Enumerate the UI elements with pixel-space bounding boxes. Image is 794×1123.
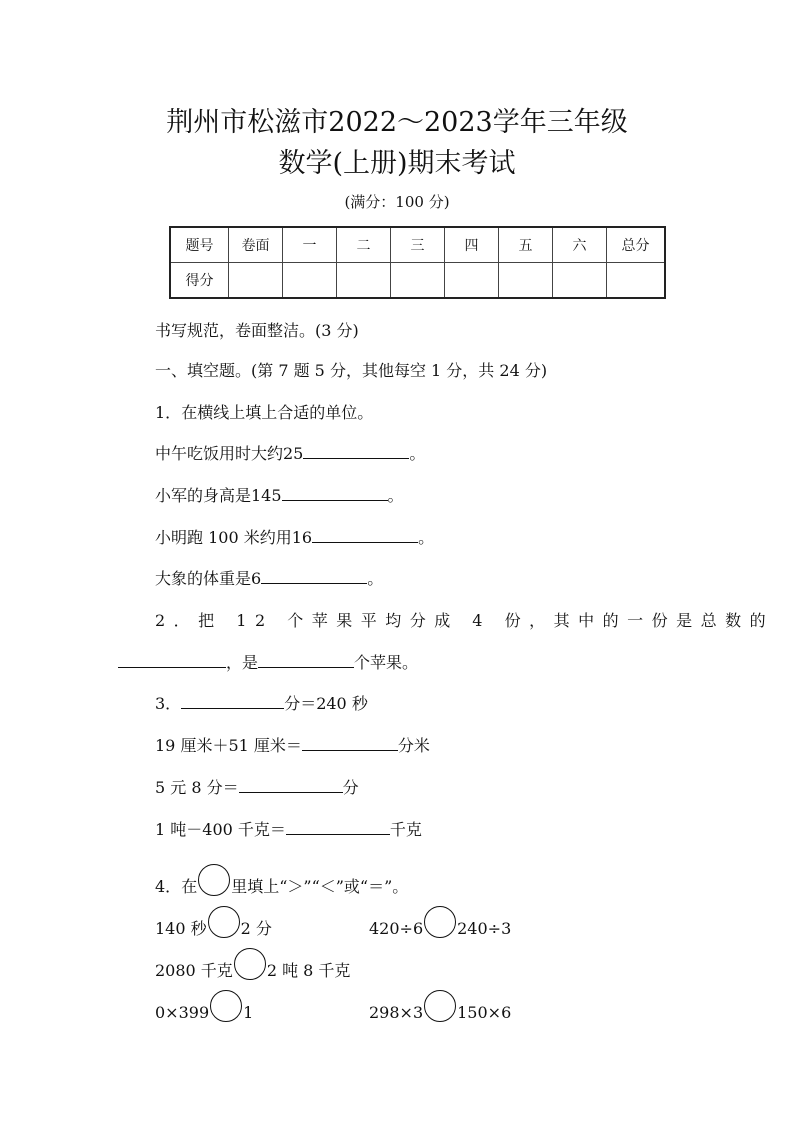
score-input-cell[interactable]: [391, 263, 445, 299]
score-input-cell[interactable]: [337, 263, 391, 299]
table-cell: 一: [283, 227, 337, 263]
item-text: 1 吨－400 千克＝: [155, 820, 286, 839]
q1-item: [155, 566, 383, 589]
score-input-cell[interactable]: [445, 263, 499, 299]
full-score-note: (满分：100 分): [344, 193, 450, 211]
item-text: 19 厘米＋51 厘米＝: [155, 736, 302, 755]
item-text: 。: [367, 569, 384, 588]
compare-circle-icon: [198, 864, 230, 896]
score-table-header-row: [170, 227, 665, 263]
item-text: 240÷3: [457, 919, 512, 938]
answer-blank[interactable]: [118, 651, 226, 668]
score-input-cell[interactable]: [499, 263, 553, 299]
answer-blank[interactable]: [181, 692, 284, 709]
answer-blank[interactable]: [261, 567, 367, 584]
score-table-score-row: [170, 263, 665, 299]
item-text: 在: [181, 877, 198, 896]
item-text: 千克: [389, 820, 422, 839]
item-text: 里填上“＞”“＜”或“＝”。: [231, 877, 409, 896]
answer-blank[interactable]: [302, 734, 398, 751]
question-number: 3．: [155, 694, 182, 713]
q3-item: [155, 775, 359, 798]
item-text: 分＝240 秒: [284, 694, 368, 713]
item-text: 5 元 8 分＝: [155, 778, 239, 797]
item-text: 。: [409, 444, 426, 463]
compare-circle[interactable]: [234, 948, 266, 980]
item-text: 2 分: [240, 919, 272, 938]
item-text: 分: [342, 778, 359, 797]
score-input-cell[interactable]: [607, 263, 666, 299]
item-text: 0×399: [155, 1003, 210, 1022]
answer-blank[interactable]: [286, 818, 390, 835]
q3-item: [155, 817, 422, 840]
answer-blank[interactable]: [258, 651, 354, 668]
table-cell: 题号: [170, 227, 229, 263]
table-cell: 三: [391, 227, 445, 263]
question-2-line1: 2．把 12 个苹果平均分成 4 份，其中的一份是总数的: [155, 611, 775, 630]
score-input-cell[interactable]: [229, 263, 283, 299]
item-text: 中午吃饭用时大约25: [155, 444, 304, 463]
q4-item: [155, 948, 350, 981]
q4-item: [155, 990, 253, 1022]
neatness-note: 书写规范，卷面整洁。(3 分): [155, 321, 359, 340]
q1-item: [155, 525, 434, 548]
table-cell: 二: [337, 227, 391, 263]
question-3: [155, 691, 368, 714]
item-text: 140 秒: [155, 919, 207, 938]
item-text: 420÷6: [369, 919, 424, 938]
item-text: 。: [418, 528, 435, 547]
question-number: 1．: [155, 403, 182, 422]
answer-blank[interactable]: [303, 442, 409, 459]
compare-circle[interactable]: [210, 990, 242, 1022]
compare-circle[interactable]: [208, 906, 240, 938]
score-input-cell[interactable]: [283, 263, 337, 299]
q4-item: [369, 990, 511, 1022]
score-table: [169, 226, 666, 299]
item-text: 。: [387, 486, 404, 505]
q4-item: [155, 906, 272, 939]
table-cell: 得分: [170, 263, 229, 299]
question-text: 在横线上填上合适的单位。: [181, 403, 374, 422]
item-text: ，是: [226, 653, 259, 672]
question-1: [155, 400, 373, 423]
score-input-cell[interactable]: [553, 263, 607, 299]
item-text: 小军的身高是145: [155, 486, 282, 505]
item-text: 分米: [397, 736, 430, 755]
answer-blank[interactable]: [282, 484, 388, 501]
item-text: 个苹果。: [354, 653, 419, 672]
item-text: 298×3: [369, 1003, 424, 1022]
exam-title-line1: 荆州市松滋市2022～2023学年三年级: [166, 107, 628, 138]
table-cell: 总分: [607, 227, 666, 263]
section1-heading: 一、填空题。(第 7 题 5 分，其他每空 1 分，共 24 分): [155, 361, 548, 380]
q3-item: [155, 733, 430, 756]
item-text: 150×6: [457, 1003, 512, 1022]
q1-item: [155, 483, 404, 506]
table-cell: 卷面: [229, 227, 283, 263]
question-number: 4．: [155, 877, 182, 896]
item-text: 小明跑 100 米约用16: [155, 528, 313, 547]
item-text: 2080 千克: [155, 961, 233, 980]
question-4: [155, 864, 408, 897]
compare-circle[interactable]: [424, 906, 456, 938]
table-cell: 四: [445, 227, 499, 263]
item-text: 1: [243, 1003, 254, 1022]
item-text: 大象的体重是6: [155, 569, 262, 588]
q1-item: [155, 441, 425, 464]
question-2-line2: [118, 650, 418, 673]
answer-blank[interactable]: [312, 526, 418, 543]
q4-item: [369, 906, 511, 938]
answer-blank[interactable]: [239, 776, 343, 793]
table-cell: 六: [553, 227, 607, 263]
compare-circle[interactable]: [424, 990, 456, 1022]
table-cell: 五: [499, 227, 553, 263]
exam-title-line2: 数学(上册)期末考试: [278, 148, 516, 179]
item-text: 2 吨 8 千克: [266, 961, 351, 980]
